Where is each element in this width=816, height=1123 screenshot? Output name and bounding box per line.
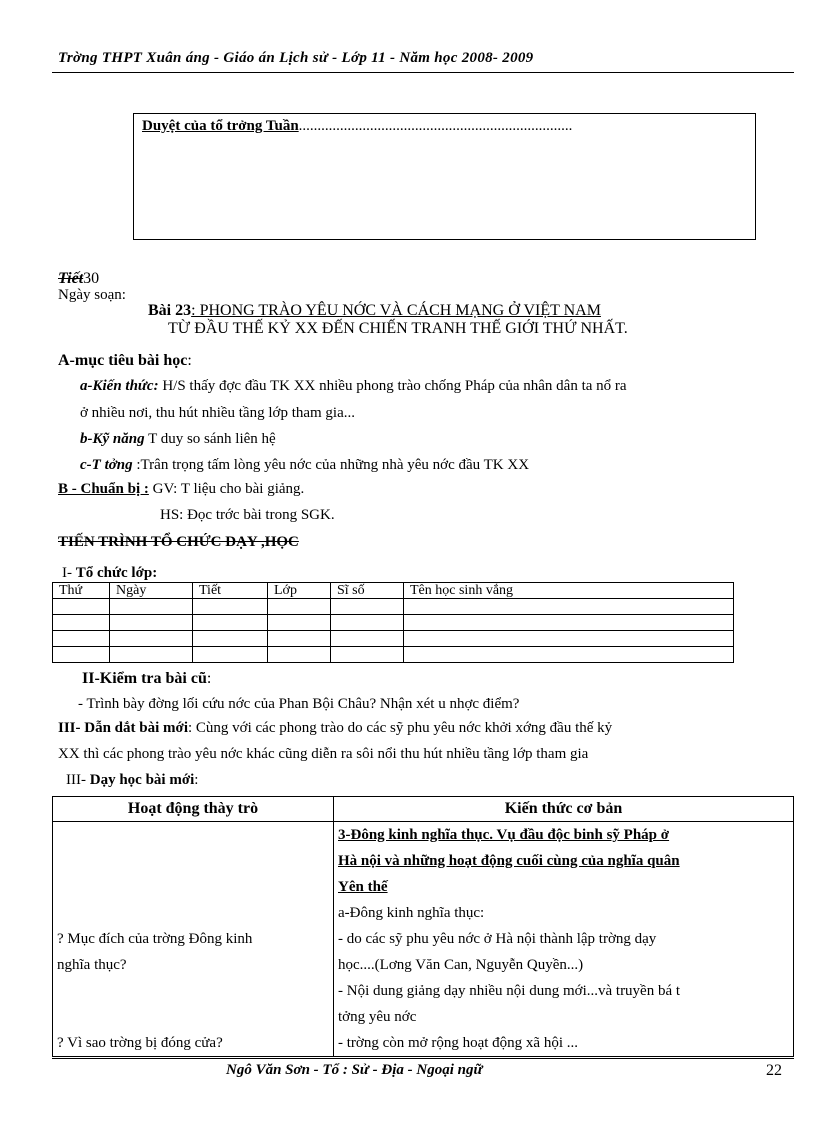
table-row <box>53 615 734 631</box>
objectives-heading: A-mục tiêu bài học: <box>58 352 192 369</box>
class-col-class: Lớp <box>268 583 331 599</box>
activities-cell <box>53 822 334 1057</box>
section-title-line-2: Hà nội và những hoạt động cuối cùng của nghĩa quân <box>338 853 680 869</box>
class-table-header <box>53 583 734 599</box>
answer-2-line-2: tởng yêu nớc <box>338 1009 417 1025</box>
header-rule <box>52 72 794 73</box>
class-table <box>52 582 734 663</box>
knowledge-cell <box>334 822 794 1057</box>
knowledge-line-2: ở nhiều nơi, thu hút nhiều tầng lớp tham gia... <box>80 405 356 421</box>
section-title-line-3: Yên thế <box>338 879 388 895</box>
lesson-title-1: : PHONG TRÀO YÊU NỚC VÀ CÁCH MẠNG Ở VIỆT NAM <box>191 302 601 319</box>
page-footer: Ngô Văn Sơn - Tổ : Sử - Địa - Ngoại ngữ <box>226 1062 483 1078</box>
class-col-count: Sĩ số <box>331 583 404 599</box>
lesson-table <box>52 796 794 1057</box>
table-row <box>53 822 794 1057</box>
approval-label: Duyệt của tổ trởng Tuần <box>142 118 299 134</box>
col-knowledge: Kiến thức cơ bản <box>334 797 794 822</box>
prep-date-label: Ngày soạn: <box>58 287 126 303</box>
teaching-heading: III- Dạy học bài mới: <box>66 772 199 788</box>
page-number: 22 <box>766 1062 782 1079</box>
subsection-a: a-Đông kinh nghĩa thục: <box>338 905 485 921</box>
lesson-title-line-1 <box>148 302 601 320</box>
preparation-hs: HS: Đọc trớc bài trong SGK. <box>160 507 335 523</box>
lesson-title-line-2: TỪ ĐẦU THẾ KỶ XX ĐẾN CHIẾN TRANH THẾ GIỚI THỨ NHẤT. <box>168 320 628 337</box>
skill-line: b-Kỹ năng T duy so sánh liên hệ <box>80 431 276 447</box>
class-col-day: Thứ <box>53 583 110 599</box>
period-value: 30 <box>83 270 100 287</box>
class-col-date: Ngày <box>110 583 193 599</box>
knowledge-line-1: a-Kiến thức: H/S thấy đợc đầu TK XX nhiều phong trào chống Pháp của nhân dân ta nổ ra <box>80 378 627 394</box>
intro-line-2: XX thì các phong trào yêu nớc khác cũng diễn ra sôi nổi thu hút nhiều tầng lớp tham gia <box>58 746 589 762</box>
answer-1-line-2: học....(Lơng Văn Can, Nguyễn Quyền...) <box>338 957 584 973</box>
period-label: Tiết <box>58 270 84 287</box>
lesson-number: Bài 23 <box>148 302 192 319</box>
question-2: ? Vì sao trờng bị đóng cửa? <box>57 1035 223 1051</box>
preparation-line: B - Chuẩn bị : GV: T liệu cho bài giảng. <box>58 481 305 497</box>
table-row <box>53 647 734 663</box>
lesson-period <box>58 270 99 288</box>
answer-2-line-1: - Nội dung giảng dạy nhiều nội dung mới...và truyền bá t <box>338 983 681 999</box>
table-row <box>53 599 734 615</box>
class-col-period: Tiết <box>193 583 268 599</box>
thought-line: c-T tởng :Trân trọng tấm lòng yêu nớc của những nhà yêu nớc đầu TK XX <box>80 457 530 473</box>
intro-line-1: III- Dẫn dắt bài mới: Cùng với các phong trào do các sỹ phu yêu nớc khởi xớng đầu thế kỷ <box>58 720 613 736</box>
footer-rule <box>52 1058 794 1059</box>
class-col-absent: Tên học sinh vắng <box>404 583 734 599</box>
col-activities: Hoạt động thày trò <box>53 797 334 822</box>
approval-dots: ......................................................................... <box>298 118 573 134</box>
section-title-line-1: 3-Đông kinh nghĩa thục. Vụ đầu độc binh sỹ Pháp ở <box>338 827 670 843</box>
approval-line <box>142 118 572 135</box>
review-heading: II-Kiểm tra bài cũ: <box>82 670 212 687</box>
approval-box <box>133 113 756 240</box>
answer-1-line-1: - do các sỹ phu yêu nớc ở Hà nội thành lập trờng dạy <box>338 931 657 947</box>
answer-3: - trờng còn mở rộng hoạt động xã hội ... <box>338 1035 578 1051</box>
question-1-line-2: nghĩa thục? <box>57 957 127 973</box>
class-org-heading: I- Tổ chức lớp: <box>62 565 158 581</box>
process-heading: TIẾN TRÌNH TỔ CHỨC DẠY ,HỌC <box>58 534 299 550</box>
lesson-table-header <box>53 797 794 822</box>
page-header: Trờng THPT Xuân áng - Giáo án Lịch sử - Lớp 11 - Năm học 2008- 2009 <box>58 50 534 66</box>
table-row <box>53 631 734 647</box>
question-1-line-1: ? Mục đích của trờng Đông kinh <box>57 931 253 947</box>
review-question: - Trình bày đờng lối cứu nớc của Phan Bội Châu? Nhận xét u nhợc điểm? <box>78 696 520 712</box>
